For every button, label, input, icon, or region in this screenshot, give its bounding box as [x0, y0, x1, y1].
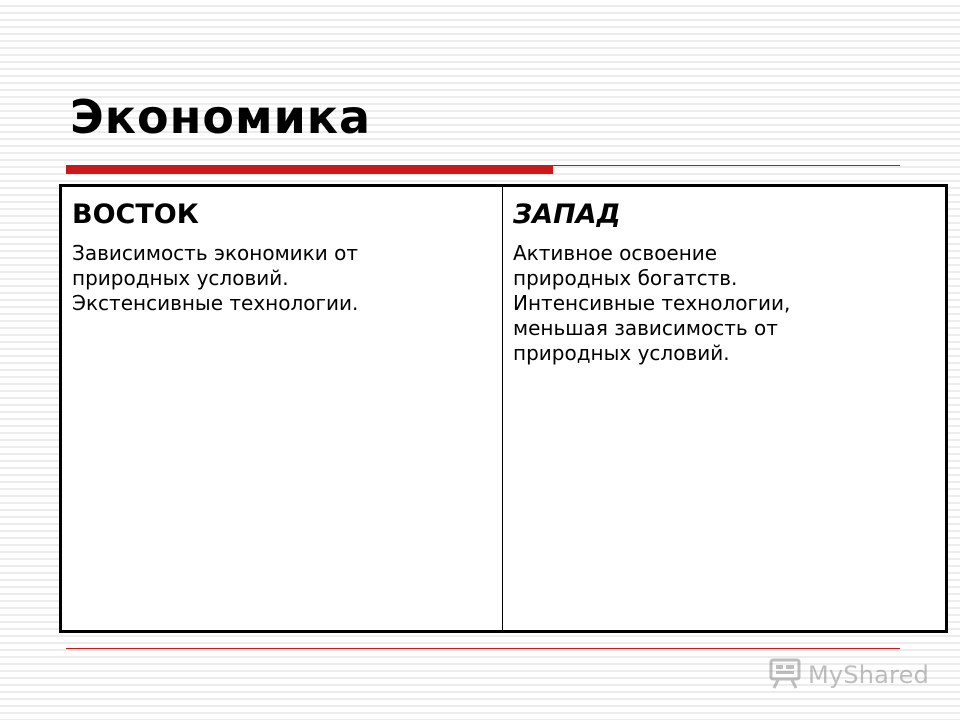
watermark-logo [768, 655, 929, 695]
slide-title: Экономика [70, 90, 372, 144]
east-text: Зависимость экономики от природных условий. Экстенсивные технологии. [72, 241, 359, 316]
west-column [503, 186, 947, 632]
presentation-board-icon [768, 656, 802, 694]
east-heading: ВОСТОК [72, 199, 199, 230]
title-underline-thick [66, 165, 553, 174]
comparison-table [59, 184, 948, 633]
table-row [61, 186, 947, 632]
east-column [61, 186, 503, 632]
west-heading: ЗАПАД [513, 199, 621, 230]
bottom-divider [66, 648, 900, 649]
watermark-text: MyShared [808, 661, 930, 689]
west-text: Активное освоение природных богатств. Интенсивные технологии, меньшая зависимость от природных условий. [513, 241, 791, 366]
title-underline-thin [553, 165, 900, 166]
